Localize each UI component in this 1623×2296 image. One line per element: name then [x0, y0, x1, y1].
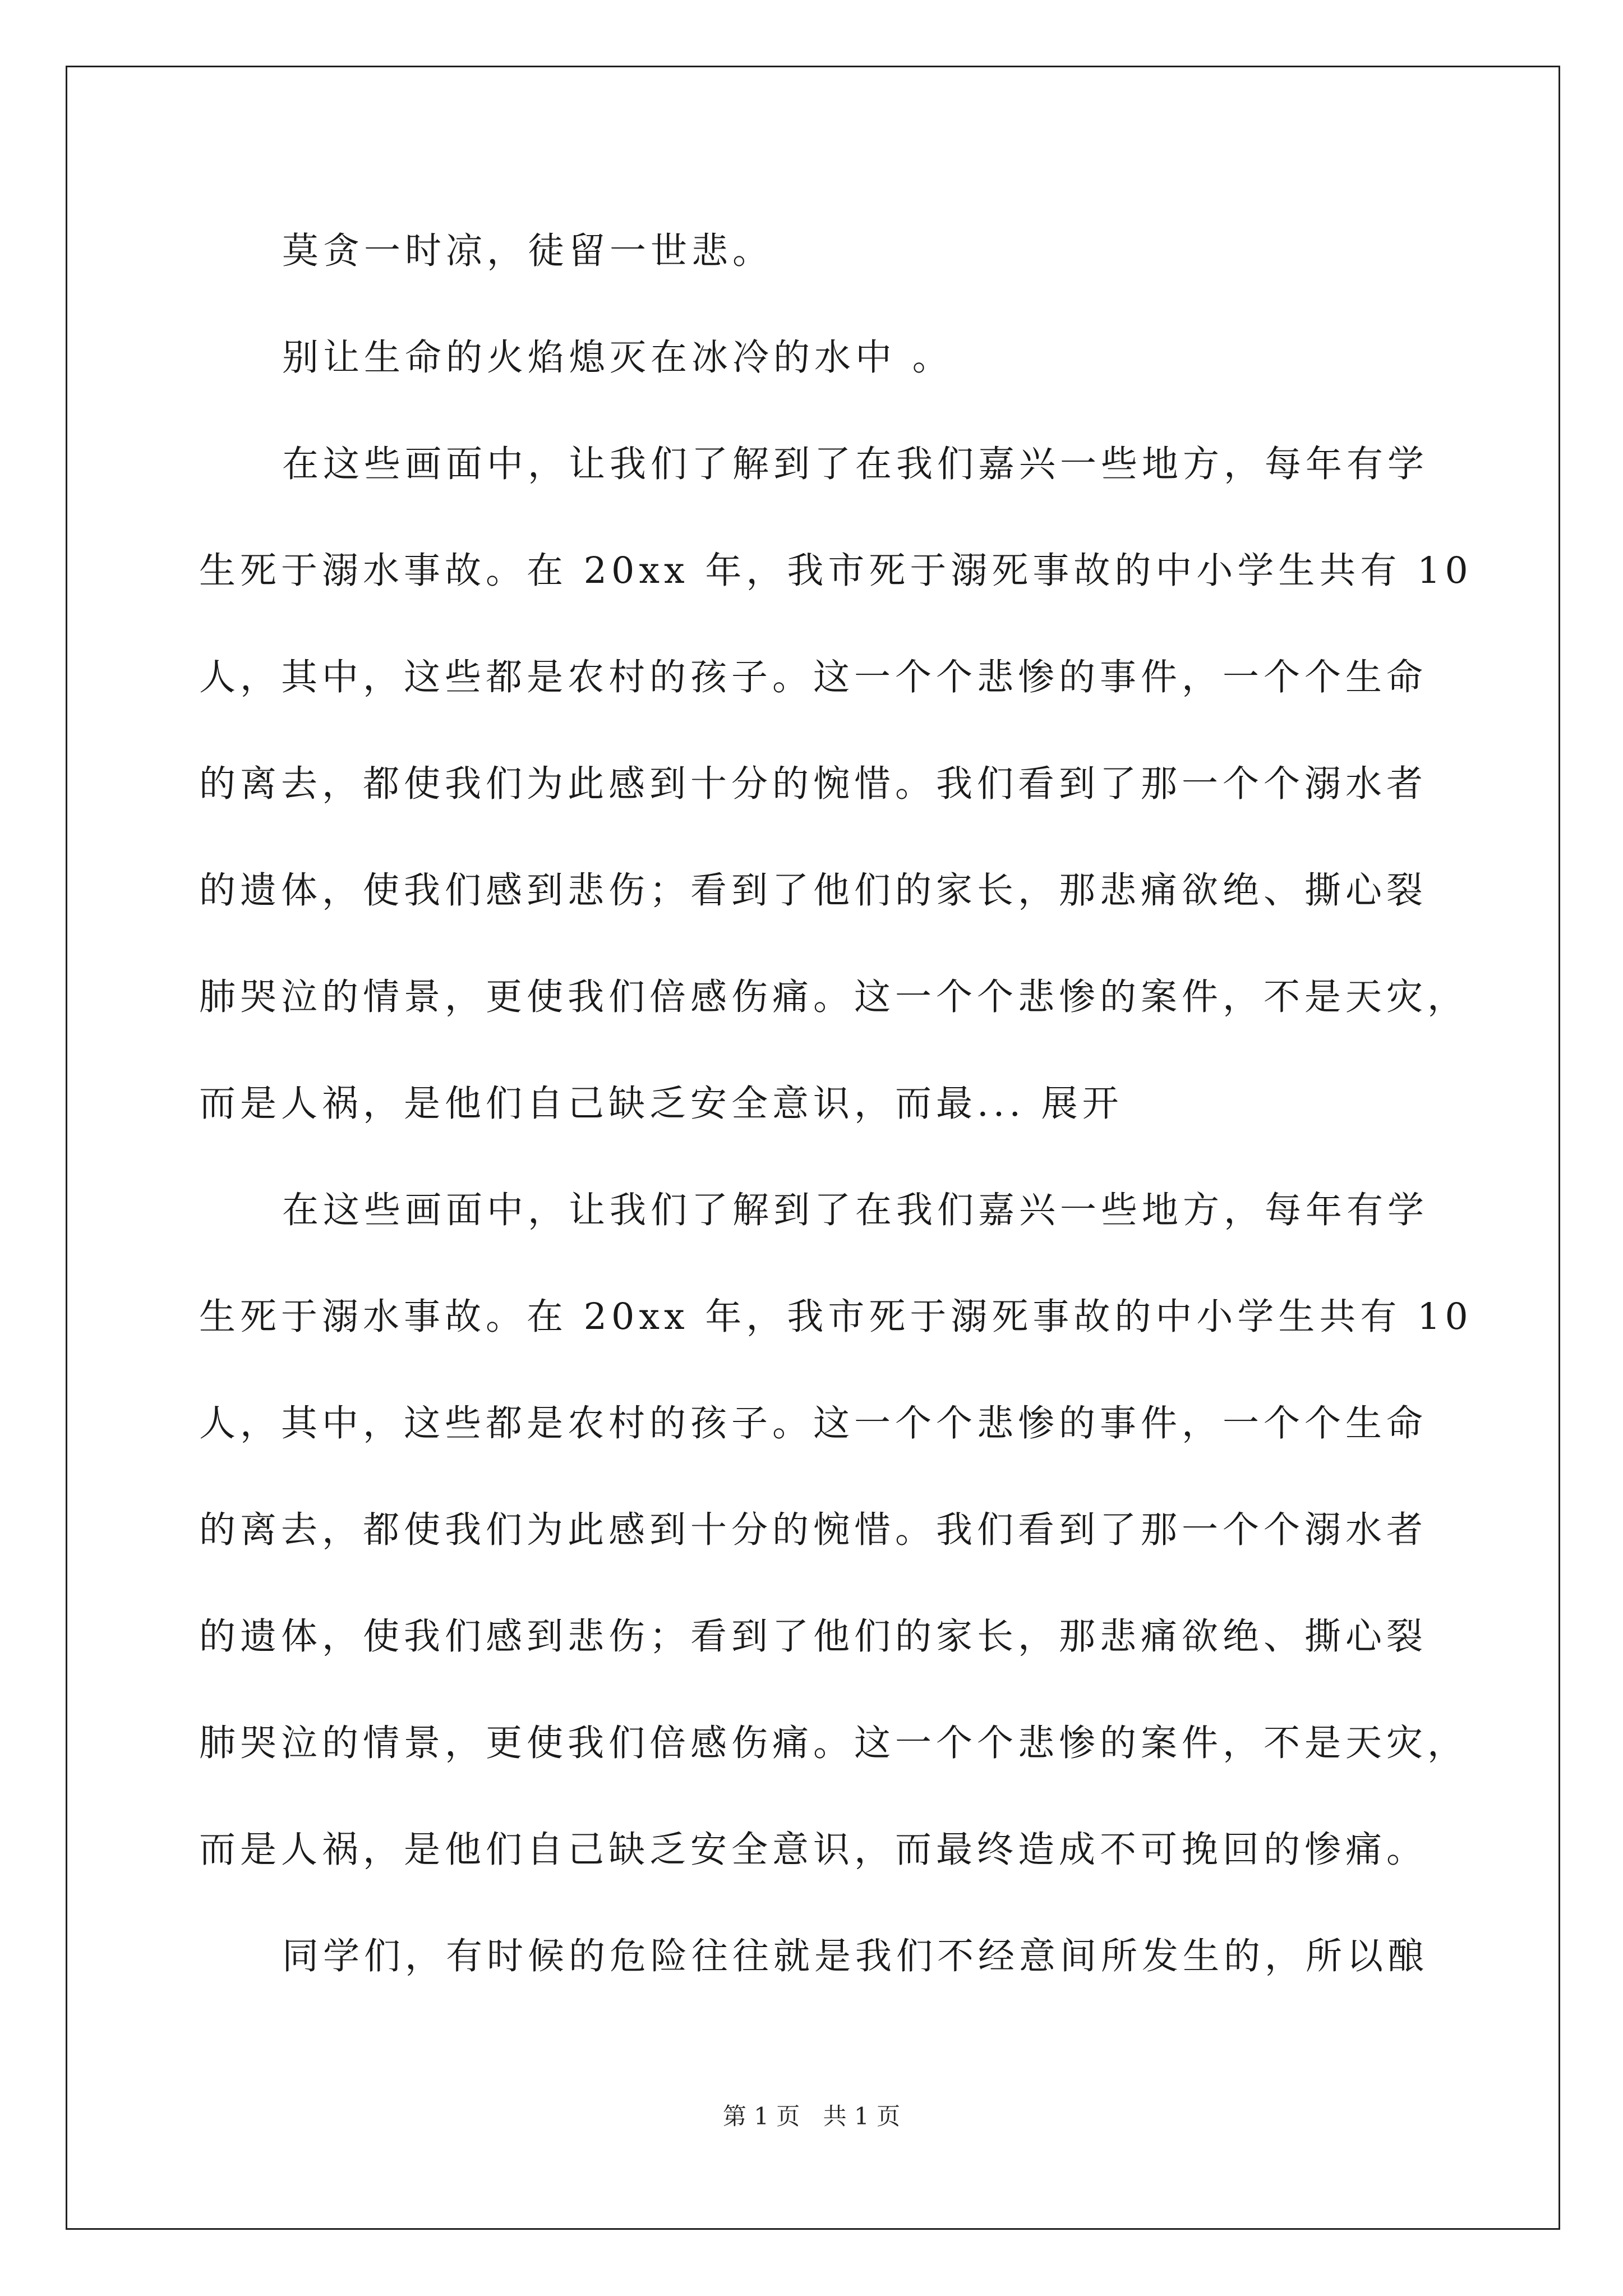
page-border [66, 66, 1560, 2230]
text-line: 生死于溺水事故。在 20xx 年，我市死于溺死事故的中小学生共有 10 [199, 1296, 1473, 1338]
text-line: 肺哭泣的情景，更使我们倍感伤痛。这一个个悲惨的案件，不是天灾， [199, 976, 1469, 1018]
text-line: 肺哭泣的情景，更使我们倍感伤痛。这一个个悲惨的案件，不是天灾， [199, 1722, 1469, 1764]
text-line: 人，其中，这些都是农村的孩子。这一个个悲惨的事件，一个个生命 [199, 656, 1428, 698]
page-footer [0, 2098, 1623, 2132]
text-line: 人，其中，这些都是农村的孩子。这一个个悲惨的事件，一个个生命 [199, 1402, 1428, 1444]
text-line: 的遗体，使我们感到悲伤；看到了他们的家长，那悲痛欲绝、撕心裂 [199, 1616, 1428, 1658]
text-line: 而是人祸，是他们自己缺乏安全意识，而最... 展开 [199, 1083, 1123, 1125]
text-line: 的离去，都使我们为此感到十分的惋惜。我们看到了那一个个溺水者 [199, 1509, 1428, 1551]
text-line: 别让生命的火焰熄灭在冰冷的水中 。 [282, 337, 953, 379]
text-line: 的遗体，使我们感到悲伤；看到了他们的家长，那悲痛欲绝、撕心裂 [199, 869, 1428, 912]
text-line: 生死于溺水事故。在 20xx 年，我市死于溺死事故的中小学生共有 10 [199, 550, 1473, 592]
text-line: 的离去，都使我们为此感到十分的惋惜。我们看到了那一个个溺水者 [199, 763, 1428, 805]
text-line: 而是人祸，是他们自己缺乏安全意识，而最终造成不可挽回的惨痛。 [199, 1829, 1428, 1871]
text-line: 同学们，有时候的危险往往就是我们不经意间所发生的，所以酿 [282, 1935, 1429, 1977]
page-total: 共 1 页 [823, 2102, 901, 2130]
page-number: 第 1 页 [722, 2102, 800, 2130]
text-line: 在这些画面中，让我们了解到了在我们嘉兴一些地方，每年有学 [282, 443, 1429, 485]
text-line: 在这些画面中，让我们了解到了在我们嘉兴一些地方，每年有学 [282, 1189, 1429, 1231]
text-line: 莫贪一时凉，徒留一世悲。 [282, 230, 774, 272]
